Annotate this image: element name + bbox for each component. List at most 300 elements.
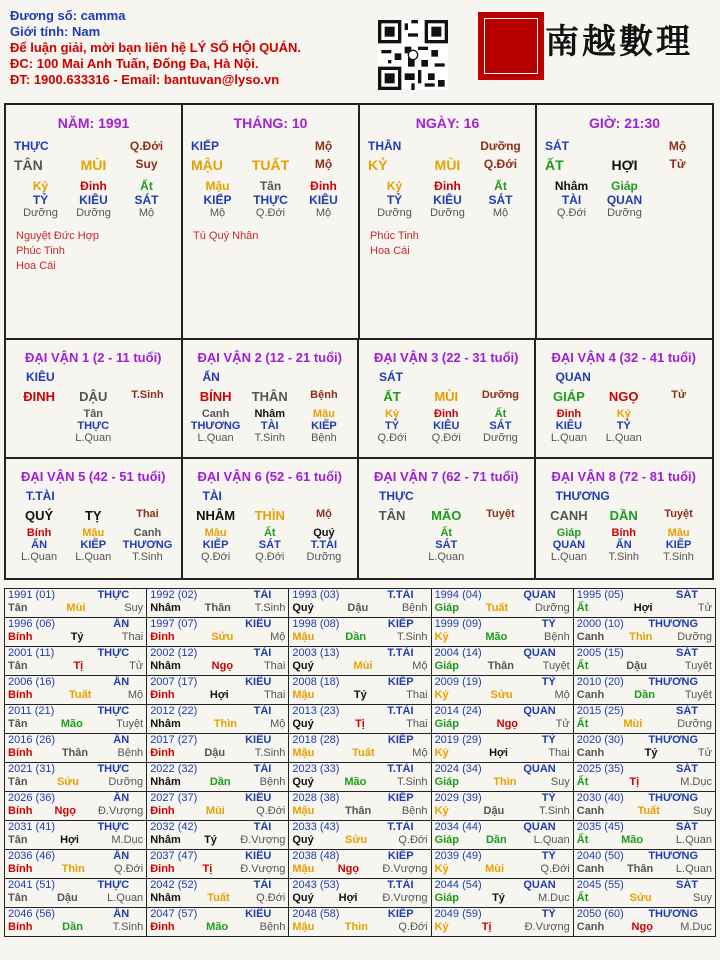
pillar-can-state: Dưỡng xyxy=(480,139,521,153)
year-god: THỰC xyxy=(97,647,130,659)
year-cell xyxy=(289,763,431,792)
year-chi: Ngọ xyxy=(54,805,76,817)
year-label: 2010 (20) xyxy=(576,676,624,688)
year-state: Q.Đới xyxy=(256,805,286,817)
hidden-god: ẤN xyxy=(615,539,632,551)
brand-title: 南越數理 xyxy=(545,22,693,62)
hidden-stem: Đinh xyxy=(556,408,582,420)
year-label: 2042 (52) xyxy=(150,879,198,891)
hidden-stem: Mậu xyxy=(204,527,227,539)
table-row xyxy=(5,647,716,676)
year-label: 2040 (50) xyxy=(576,850,624,862)
hidden-stem: Kỷ xyxy=(32,179,49,193)
year-god: TỶ xyxy=(541,850,556,862)
hidden-stem: Giáp xyxy=(556,527,582,539)
year-chi: Mùi xyxy=(205,805,225,817)
year-state: Tuyệt xyxy=(684,689,712,701)
year-can: Nhâm xyxy=(150,602,181,614)
year-can: Tân xyxy=(8,602,28,614)
year-state: L.Quan xyxy=(107,892,144,904)
pillar-chi: HỢI xyxy=(611,157,638,173)
year-label: 1992 (02) xyxy=(150,589,198,601)
year-state: Suy xyxy=(124,602,144,614)
hidden-state: L.Quan xyxy=(605,432,642,444)
year-god: TỶ xyxy=(541,908,556,920)
year-state: M.Dục xyxy=(111,834,144,846)
year-can: Tân xyxy=(8,776,28,788)
year-can: Ất xyxy=(576,718,589,730)
year-chi: Dần xyxy=(634,689,655,701)
dai-van-8 xyxy=(536,459,713,578)
year-state: Suy xyxy=(693,892,712,904)
hidden-god: THƯƠNG xyxy=(122,539,173,551)
year-state: Mộ xyxy=(270,718,286,730)
year-cell xyxy=(147,589,289,618)
pillar-stars xyxy=(183,229,358,244)
year-can: Giáp xyxy=(434,660,460,672)
hidden-god xyxy=(120,420,174,432)
year-god: SÁT xyxy=(676,705,698,717)
year-chi: Ngọ xyxy=(211,660,234,672)
hidden-state: Q.Đới xyxy=(377,432,407,444)
contact-line: Để luận giải, mời bạn liên hệ LÝ SỐ HỘI QUÁN. xyxy=(10,40,301,55)
year-label: 2035 (45) xyxy=(576,821,624,833)
year-label: 2020 (30) xyxy=(576,734,624,746)
year-chi: Tị xyxy=(481,921,492,933)
hidden-stem: Mậu xyxy=(205,179,230,193)
year-can: Quý xyxy=(292,834,314,846)
dai-van-chi: THÌN xyxy=(254,508,285,523)
year-label: 2041 (51) xyxy=(8,879,56,891)
year-chi: Sửu xyxy=(490,689,513,701)
year-chi: Mão xyxy=(344,776,367,788)
year-cell xyxy=(289,850,431,879)
year-chi: Dậu xyxy=(204,747,226,759)
year-label: 2023 (33) xyxy=(292,763,340,775)
year-god: ẤN xyxy=(113,850,130,862)
pillar-nam xyxy=(6,105,183,338)
dai-van-god: ẤN xyxy=(202,370,220,384)
dai-van-4 xyxy=(536,340,713,459)
year-chi: Sửu xyxy=(345,834,368,846)
year-god: TỶ xyxy=(541,792,556,804)
year-chi: Thân xyxy=(626,863,654,875)
year-god: ẤN xyxy=(113,792,130,804)
dai-van-chi: MÃO xyxy=(431,508,462,523)
hidden-god: KIẾP xyxy=(80,539,107,551)
table-row xyxy=(5,821,716,850)
year-can: Giáp xyxy=(434,892,460,904)
year-god: TÀI xyxy=(253,705,272,717)
year-cell xyxy=(573,821,715,850)
dai-van-title: ĐẠI VẬN 6 (52 - 61 tuổi) xyxy=(197,469,342,484)
year-state: Suy xyxy=(550,776,570,788)
dai-van-grid xyxy=(4,340,714,580)
year-chi: Dậu xyxy=(626,660,648,672)
pillar-can: ẤT xyxy=(545,157,564,173)
hidden-stem xyxy=(473,527,527,539)
year-cell xyxy=(5,676,147,705)
year-label: 1999 (09) xyxy=(434,618,482,630)
year-god: T.TÀI xyxy=(387,589,414,601)
star: Hoa Cái xyxy=(370,245,410,257)
year-label: 1995 (05) xyxy=(576,589,624,601)
hidden-god: TỶ xyxy=(385,420,400,432)
year-can: Đinh xyxy=(150,689,175,701)
year-can: Mậu xyxy=(292,689,315,701)
dai-van-5 xyxy=(6,459,183,578)
year-can: Quý xyxy=(292,718,314,730)
year-chi: Thìn xyxy=(61,863,85,875)
year-label: 2005 (15) xyxy=(576,647,624,659)
dai-van-can: TÂN xyxy=(378,508,406,523)
pillar-thang xyxy=(183,105,360,338)
year-state: T.Sinh xyxy=(254,747,286,759)
year-chi: Mão xyxy=(485,631,508,643)
hidden-god xyxy=(12,420,66,432)
hidden-god: ẤN xyxy=(31,539,48,551)
hidden-state xyxy=(365,551,419,563)
pillar-can-state: Q.Đới xyxy=(129,139,164,153)
year-chi: Tị xyxy=(202,863,213,875)
year-god: TÀI xyxy=(253,821,272,833)
dai-van-title: ĐẠI VẬN 1 (2 - 11 tuổi) xyxy=(24,350,162,365)
year-state: Dưỡng xyxy=(677,718,712,730)
year-cell xyxy=(289,908,431,937)
year-label: 2044 (54) xyxy=(434,879,482,891)
year-state: Tuyệt xyxy=(116,718,144,730)
year-chi: Tý xyxy=(70,631,84,643)
hidden-stem: Mậu xyxy=(667,527,690,539)
year-cell xyxy=(289,705,431,734)
year-can: Mậu xyxy=(292,863,315,875)
year-chi: Mùi xyxy=(353,660,373,672)
hidden-stem: Đinh xyxy=(434,408,459,420)
hidden-stem: Ất xyxy=(494,408,507,420)
year-label: 2046 (56) xyxy=(8,908,56,920)
year-can: Nhâm xyxy=(150,718,181,730)
year-label: 2025 (35) xyxy=(576,763,624,775)
year-god: ẤN xyxy=(113,618,130,630)
year-state: Đ.Vượng xyxy=(382,863,428,875)
hidden-god: SÁT xyxy=(435,539,458,551)
dai-van-can: ĐINH xyxy=(23,389,55,404)
year-cell xyxy=(147,908,289,937)
year-god: TỶ xyxy=(541,676,556,688)
pillar-can: TÂN xyxy=(14,157,43,173)
year-chi: Hợi xyxy=(489,747,508,759)
year-label: 2037 (47) xyxy=(150,850,198,862)
year-label: 2015 (25) xyxy=(576,705,624,717)
year-can: Bính xyxy=(8,689,33,701)
hidden-stem: Tân xyxy=(83,408,104,420)
year-chi: Hợi xyxy=(60,834,79,846)
year-god: T.TÀI xyxy=(387,821,414,833)
year-chi: Tuất xyxy=(637,805,660,817)
year-label: 2004 (14) xyxy=(434,647,482,659)
yearly-table xyxy=(4,588,716,937)
hidden-state: Dưỡng xyxy=(430,207,465,219)
hidden-stem: Nhâm xyxy=(254,408,286,420)
year-state: Tử xyxy=(555,718,570,730)
duong-so: Đương số: camma xyxy=(10,8,126,23)
year-label: 2033 (43) xyxy=(292,821,340,833)
dai-van-1 xyxy=(6,340,183,459)
hidden-state: Dưỡng xyxy=(483,432,518,444)
year-chi: Dậu xyxy=(347,602,369,614)
year-chi: Hợi xyxy=(338,892,358,904)
hidden-stem: Kỷ xyxy=(385,408,400,420)
year-chi: Dần xyxy=(62,921,83,933)
year-label: 2038 (48) xyxy=(292,850,340,862)
year-chi: Mão xyxy=(621,834,644,846)
star: Hoa Cái xyxy=(16,260,56,272)
red-seal-logo xyxy=(478,12,544,80)
dai-van-3 xyxy=(359,340,536,459)
pillar-can-god: SÁT xyxy=(545,139,569,153)
pillar-title: THÁNG: 10 xyxy=(233,115,308,131)
year-chi: Hợi xyxy=(209,689,229,701)
year-label: 2018 (28) xyxy=(292,734,340,746)
hidden-stem: Quý xyxy=(313,527,335,539)
year-cell xyxy=(147,647,289,676)
year-can: Đinh xyxy=(150,805,175,817)
table-row xyxy=(5,676,716,705)
year-god: KIẾP xyxy=(387,908,414,920)
year-can: Ất xyxy=(576,892,589,904)
year-can: Quý xyxy=(292,602,314,614)
year-cell xyxy=(431,792,573,821)
year-cell xyxy=(289,589,431,618)
year-chi: Dần xyxy=(485,834,507,846)
year-label: 2032 (42) xyxy=(150,821,198,833)
year-god: T.TÀI xyxy=(387,763,414,775)
dai-van-can: NHÂM xyxy=(196,508,236,523)
gioi-tinh: Giới tính: Nam xyxy=(10,24,101,39)
year-chi: Tý xyxy=(204,834,217,846)
year-can: Kỷ xyxy=(434,863,449,875)
year-god: THỰC xyxy=(97,763,130,775)
year-label: 2026 (36) xyxy=(8,792,56,804)
year-state: Q.Đới xyxy=(398,834,428,846)
year-god: QUAN xyxy=(523,647,556,659)
year-chi: Mão xyxy=(206,921,229,933)
year-label: 2028 (38) xyxy=(292,792,340,804)
year-cell xyxy=(431,850,573,879)
year-cell xyxy=(431,618,573,647)
year-god: TÀI xyxy=(253,589,272,601)
year-cell xyxy=(5,734,147,763)
year-god: KIẾP xyxy=(387,618,414,630)
year-can: Nhâm xyxy=(150,776,181,788)
hidden-state: Bệnh xyxy=(311,432,337,444)
year-can: Bính xyxy=(8,863,33,875)
hidden-state: T.Sinh xyxy=(663,551,694,563)
year-can: Ất xyxy=(576,776,589,788)
year-can: Nhâm xyxy=(150,834,181,846)
year-state: Q.Đới xyxy=(256,892,286,904)
year-cell xyxy=(573,589,715,618)
year-state: Đ.Vượng xyxy=(524,921,570,933)
table-row xyxy=(5,792,716,821)
hidden-stem xyxy=(651,408,706,420)
star: Nguyệt Đức Hợp xyxy=(16,230,100,242)
dai-van-god: SÁT xyxy=(379,370,403,384)
year-cell xyxy=(5,792,147,821)
hidden-god: TỶ xyxy=(616,420,631,432)
year-god: THƯƠNG xyxy=(648,792,698,804)
hidden-stem xyxy=(365,527,419,539)
year-label: 2002 (12) xyxy=(150,647,198,659)
year-cell xyxy=(5,763,147,792)
year-label: 2016 (26) xyxy=(8,734,56,746)
hidden-god: KIÊU xyxy=(433,420,460,432)
year-state: M.Dục xyxy=(680,776,712,788)
year-chi: Dần xyxy=(345,631,367,643)
year-god: T.TÀI xyxy=(387,647,414,659)
table-row xyxy=(5,908,716,937)
year-can: Canh xyxy=(576,863,605,875)
dai-van-god: KIÊU xyxy=(26,370,55,384)
year-label: 2031 (41) xyxy=(8,821,56,833)
year-label: 2013 (23) xyxy=(292,705,340,717)
dai-van-god: THỰC xyxy=(379,489,414,503)
year-can: Quý xyxy=(292,660,314,672)
hidden-god xyxy=(651,420,706,432)
year-god: KIẾP xyxy=(387,734,414,746)
year-state: Thai xyxy=(406,689,428,701)
year-god: KIÊU xyxy=(245,676,272,688)
table-row xyxy=(5,734,716,763)
dai-van-god: QUAN xyxy=(555,370,591,384)
dai-van-7 xyxy=(359,459,536,578)
year-can: Kỷ xyxy=(434,689,449,701)
year-can: Canh xyxy=(576,805,605,817)
year-chi: Ngọ xyxy=(631,921,653,933)
year-chi: Dậu xyxy=(56,892,78,904)
year-god: KIÊU xyxy=(245,734,272,746)
year-label: 2050 (60) xyxy=(576,908,624,920)
year-state: Q.Đới xyxy=(398,921,428,933)
year-god: SÁT xyxy=(676,821,698,833)
hidden-stem: Bính xyxy=(26,527,52,539)
year-cell xyxy=(147,850,289,879)
dai-van-6 xyxy=(183,459,360,578)
year-state: Thai xyxy=(406,718,428,730)
year-god: QUAN xyxy=(523,821,556,833)
table-row xyxy=(5,618,716,647)
hidden-state: Mộ xyxy=(315,207,332,219)
dai-van-chi: DẬU xyxy=(79,389,108,404)
year-god: T.TÀI xyxy=(387,879,414,891)
year-god: QUAN xyxy=(523,879,556,891)
year-state: Mộ xyxy=(554,689,570,701)
year-state: Dưỡng xyxy=(534,602,570,614)
year-label: 1996 (06) xyxy=(8,618,56,630)
year-label: 2047 (57) xyxy=(150,908,198,920)
year-can: Tân xyxy=(8,660,28,672)
dai-van-title: ĐẠI VẬN 3 (22 - 31 tuổi) xyxy=(374,350,519,365)
year-cell xyxy=(573,763,715,792)
hidden-state: L.Quan xyxy=(550,432,587,444)
year-state: Bệnh xyxy=(401,805,428,817)
hidden-state: T.Sinh xyxy=(254,432,286,444)
year-chi: Mùi xyxy=(66,602,86,614)
hidden-god: SÁT xyxy=(488,193,513,207)
year-state: Bệnh xyxy=(259,776,286,788)
year-cell xyxy=(147,821,289,850)
hidden-god: THỰC xyxy=(253,193,288,207)
dai-van-can: BÍNH xyxy=(199,389,232,404)
year-cell xyxy=(431,879,573,908)
year-god: THƯƠNG xyxy=(648,908,698,920)
year-cell xyxy=(147,879,289,908)
year-state: Đ.Vượng xyxy=(98,805,144,817)
hidden-stem: Đinh xyxy=(434,179,461,193)
year-cell xyxy=(431,676,573,705)
hidden-stem: Tân xyxy=(259,179,282,193)
year-god: SÁT xyxy=(676,647,698,659)
year-god: KIÊU xyxy=(245,908,272,920)
year-god: THƯƠNG xyxy=(648,850,698,862)
table-row xyxy=(5,850,716,879)
year-chi: Thìn xyxy=(493,776,517,788)
year-state: Đ.Vượng xyxy=(240,834,286,846)
dai-van-state: Bệnh xyxy=(310,389,338,401)
year-label: 2007 (17) xyxy=(150,676,198,688)
year-label: 2001 (11) xyxy=(8,647,55,659)
year-label: 1997 (07) xyxy=(150,618,198,630)
pillar-can-god: KIẾP xyxy=(191,139,220,153)
hidden-god: SÁT xyxy=(489,420,512,432)
hidden-god: QUAN xyxy=(606,193,643,207)
year-can: Tân xyxy=(8,834,28,846)
year-chi: Tý xyxy=(353,689,367,701)
year-can: Quý xyxy=(292,776,314,788)
dai-van-state: Dưỡng xyxy=(481,389,520,401)
hidden-stem: Ất xyxy=(440,527,453,539)
pillar-stars xyxy=(360,229,535,259)
year-chi: Sửu xyxy=(211,631,234,643)
year-chi: Dậu xyxy=(483,805,505,817)
year-label: 1991 (01) xyxy=(8,589,56,601)
year-label: 2027 (37) xyxy=(150,792,198,804)
dai-van-state: Thai xyxy=(136,508,159,520)
hidden-stem: Canh xyxy=(133,527,162,539)
dai-van-can: CANH xyxy=(550,508,588,523)
hidden-state xyxy=(473,551,527,563)
year-label: 2000 (10) xyxy=(576,618,624,630)
pillar-state: Tử xyxy=(669,157,686,171)
pillar-chi: TUẤT xyxy=(251,157,290,173)
year-cell xyxy=(573,908,715,937)
year-god: TÀI xyxy=(253,763,272,775)
year-chi: Mão xyxy=(60,718,83,730)
star: Phúc Tinh xyxy=(370,230,419,242)
year-state: Bệnh xyxy=(401,602,428,614)
year-cell xyxy=(147,792,289,821)
year-label: 2019 (29) xyxy=(434,734,482,746)
year-chi: Hợi xyxy=(633,602,653,614)
dai-van-title: ĐẠI VẬN 5 (42 - 51 tuổi) xyxy=(21,469,166,484)
year-chi: Thìn xyxy=(629,631,653,643)
year-label: 1993 (03) xyxy=(292,589,340,601)
year-god: KIẾP xyxy=(387,792,414,804)
year-cell xyxy=(289,821,431,850)
year-cell xyxy=(289,676,431,705)
pillar-stars xyxy=(6,229,181,274)
year-state: Bệnh xyxy=(544,631,570,643)
